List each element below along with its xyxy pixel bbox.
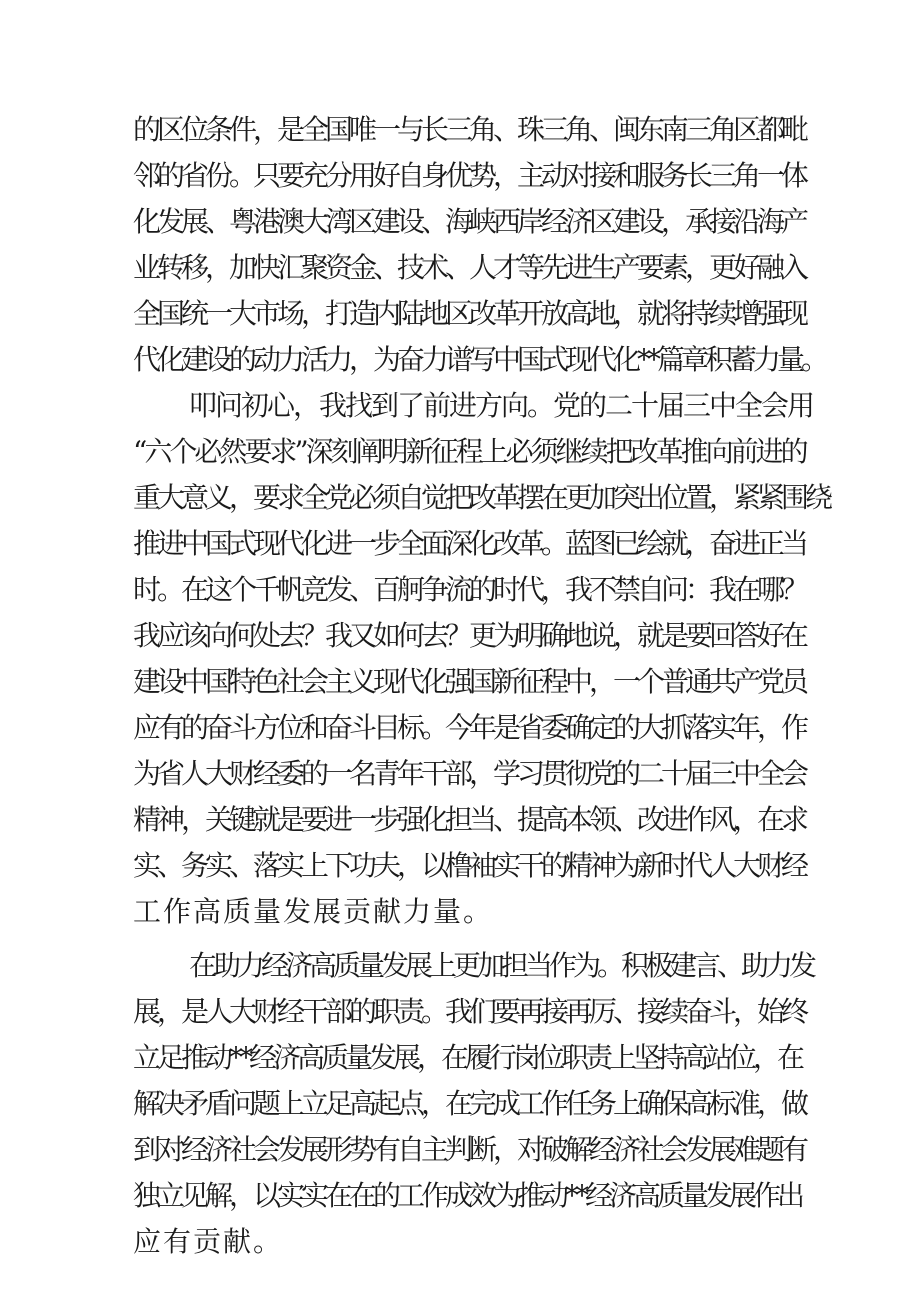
paragraph-2 — [133, 383, 830, 935]
text-line: “六个必然要求”深刻阐明新征程上必须继续把改革推向前进的 — [133, 435, 806, 468]
text-line: 建设中国特色社会主义现代化强国新征程中，一个普通共产党员 — [133, 665, 806, 698]
text-line: 业转移，加快汇聚资金、技术、人才等先进生产要素，更好融入 — [133, 251, 806, 284]
text-line: 推进中国式现代化进一步全面深化改革。蓝图已绘就，奋进正当 — [133, 527, 806, 560]
text-line: 解决矛盾问题上立足高起点，在完成工作任务上确保高标准，做 — [133, 1087, 806, 1120]
text-line: 邻的省份。只要充分用好自身优势，主动对接和服务长三角一体 — [133, 159, 806, 192]
text-line: 实、务实、落实上下功夫，以橹袖实干的精神为新时代人大财经 — [133, 849, 806, 882]
text-line: 工作高质量发展贡献力量。 — [133, 895, 494, 928]
text-line: 化发展、粤港澳大湾区建设、海峡西岸经济区建设，承接沿海产 — [133, 205, 806, 238]
paragraph-1 — [133, 107, 826, 383]
text-line: 精神，关键就是要进一步强化担当、提高本领、改进作风，在求 — [133, 803, 806, 836]
text-line: 在助力经济高质量发展上更加担当作为。积极建言、助力发 — [189, 949, 814, 982]
paragraph-3 — [133, 943, 813, 1265]
text-line: 重大意义，要求全党必须自觉把改革摆在更加突出位置，紧紧围绕 — [133, 481, 830, 514]
text-line: 到对经济社会发展形势有自主判断，对破解经济社会发展难题有 — [133, 1133, 806, 1166]
text-line: 独立见解，以实实在在的工作成效为推动**经济高质量发展作出 — [133, 1179, 802, 1212]
text-line: 为省人大财经委的一名青年干部，学习贯彻党的二十届三中全会 — [133, 757, 806, 790]
text-line: 我应该向何处去？我又如何去？更为明确地说，就是要回答好在 — [133, 619, 806, 652]
text-line: 展，是人大财经干部的职责。我们要再接再厉、接续奋斗，始终 — [133, 995, 806, 1028]
text-line: 代化建设的动力活力，为奋力谱写中国式现代化**篇章积蓄力量。 — [133, 343, 826, 376]
text-line: 时。在这个千帆竞发、百舸争流的时代，我不禁自问：我在哪？ — [133, 573, 806, 606]
text-line: 立足推动**经济高质量发展，在履行岗位职责上坚持高站位，在 — [133, 1041, 802, 1074]
text-line: 应有的奋斗方位和奋斗目标。今年是省委确定的大抓落实年，作 — [133, 711, 806, 744]
text-line: 应有贡献。 — [133, 1225, 284, 1258]
document-body — [133, 107, 830, 1265]
text-line: 叩问初心，我找到了前进方向。党的二十届三中全会用 — [189, 389, 814, 422]
text-line: 的区位条件，是全国唯一与长三角、珠三角、闽东南三角区都毗 — [133, 113, 806, 146]
text-line: 全国统一大市场，打造内陆地区改革开放高地，就将持续增强现 — [133, 297, 806, 330]
